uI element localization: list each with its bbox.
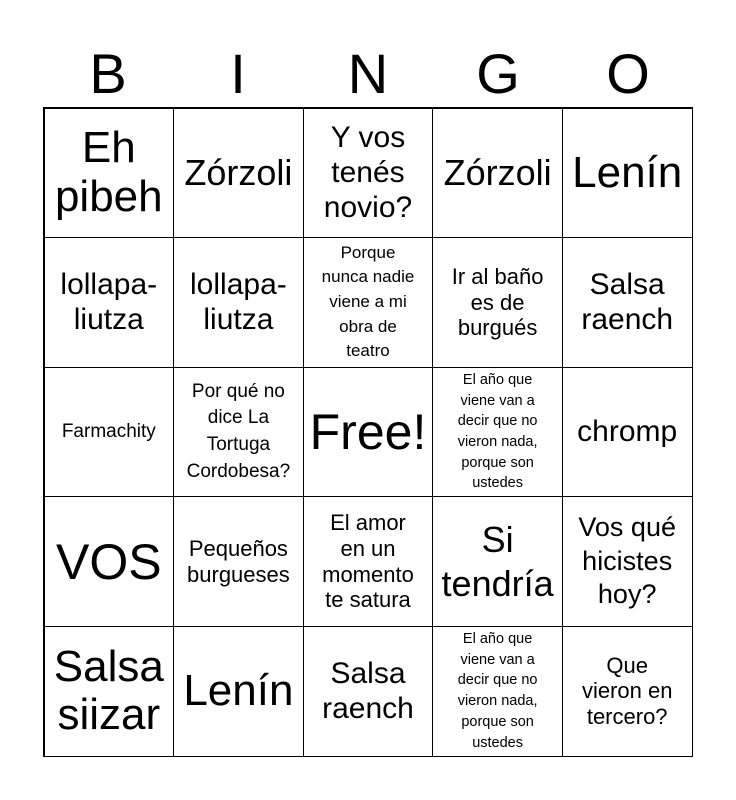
bingo-cell[interactable]: Salsa siizar: [44, 626, 175, 757]
bingo-cell[interactable]: Vos qué hicistes hoy?: [562, 496, 693, 627]
bingo-cell[interactable]: chromp: [562, 367, 693, 498]
bingo-header: [43, 40, 693, 108]
bingo-cell[interactable]: lollapa- liutza: [173, 237, 304, 368]
bingo-board: [43, 107, 693, 757]
bingo-cell[interactable]: Pequeños burgueses: [173, 496, 304, 627]
bingo-cell[interactable]: Zórzoli: [173, 108, 304, 239]
bingo-cell[interactable]: Salsa raench: [303, 626, 434, 757]
bingo-cell[interactable]: VOS: [44, 496, 175, 627]
bingo-cell[interactable]: Salsa raench: [562, 237, 693, 368]
bingo-cell[interactable]: Farmachity: [44, 367, 175, 498]
bingo-cell[interactable]: Ir al baño es de burgués: [432, 237, 563, 368]
bingo-cell[interactable]: Porque nunca nadie viene a mi obra de teatro: [303, 237, 434, 368]
bingo-cell[interactable]: Eh pibeh: [44, 108, 175, 239]
bingo-cell[interactable]: Zórzoli: [432, 108, 563, 239]
bingo-cell[interactable]: Si tendría: [432, 496, 563, 627]
header-letter-i: I: [230, 42, 246, 105]
header-letter-b: B: [89, 42, 127, 105]
bingo-cell[interactable]: El año que viene van a decir que no vieron nada, porque son ustedes: [432, 626, 563, 757]
bingo-cell[interactable]: El amor en un momento te satura: [303, 496, 434, 627]
header-letter-g: G: [476, 42, 520, 105]
bingo-cell[interactable]: El año que viene van a decir que no vieron nada, porque son ustedes: [432, 367, 563, 498]
bingo-cell[interactable]: Lenín: [173, 626, 304, 757]
header-letter-o: O: [606, 42, 650, 105]
bingo-cell[interactable]: Que vieron en tercero?: [562, 626, 693, 757]
header-letter-n: N: [347, 42, 389, 105]
free-space-cell[interactable]: Free!: [303, 367, 434, 498]
bingo-cell[interactable]: Lenín: [562, 108, 693, 239]
bingo-cell[interactable]: Por qué no dice La Tortuga Cordobesa?: [173, 367, 304, 498]
bingo-cell[interactable]: lollapa- liutza: [44, 237, 175, 368]
bingo-cell[interactable]: Y vos tenés novio?: [303, 108, 434, 239]
